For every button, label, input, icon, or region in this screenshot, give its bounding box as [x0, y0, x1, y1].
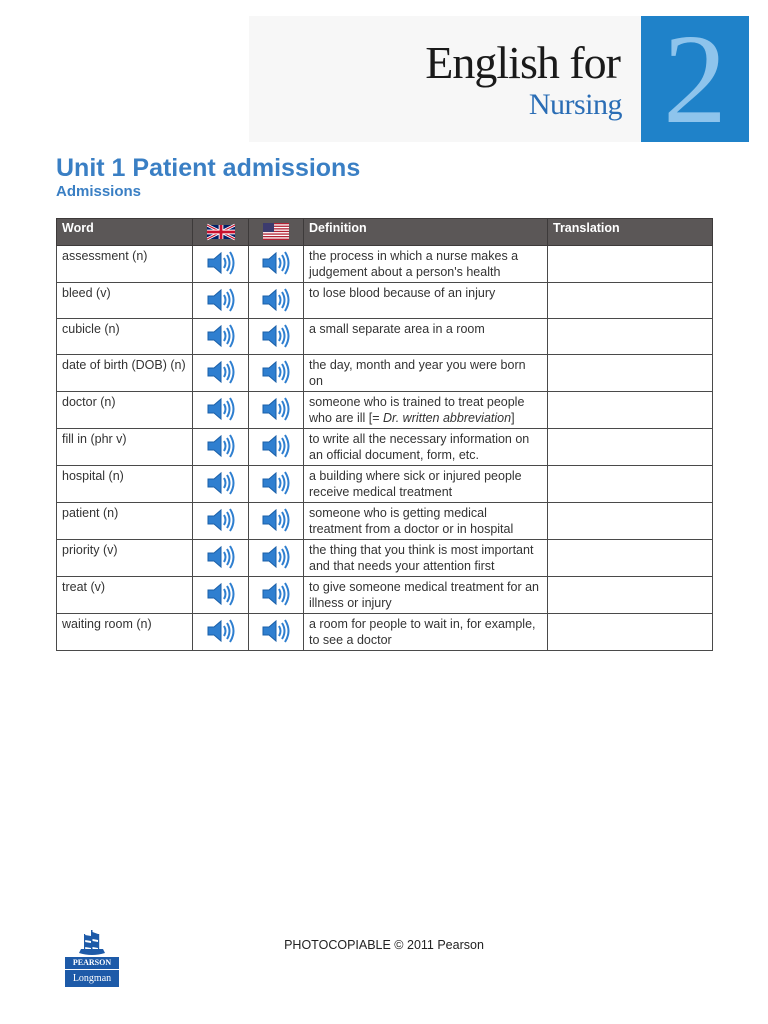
us-speaker-icon[interactable] — [261, 580, 291, 612]
word-cell: assessment (n) — [57, 246, 193, 283]
translation-cell[interactable] — [548, 319, 713, 355]
uk-speaker-icon[interactable] — [206, 286, 236, 318]
uk-speaker-icon[interactable] — [206, 506, 236, 538]
logo-pearson-text: PEARSON — [65, 957, 119, 969]
translation-cell[interactable] — [548, 355, 713, 392]
pearson-longman-logo — [65, 927, 119, 988]
us-speaker-icon[interactable] — [261, 543, 291, 575]
word-cell: cubicle (n) — [57, 319, 193, 355]
uk-speaker-icon[interactable] — [206, 543, 236, 575]
us-speaker-icon[interactable] — [261, 358, 291, 390]
word-column-header: Word — [57, 219, 193, 246]
word-cell: priority (v) — [57, 540, 193, 577]
uk-audio-cell — [193, 429, 249, 466]
us-audio-cell — [249, 246, 304, 283]
definition-column-header: Definition — [304, 219, 548, 246]
translation-cell[interactable] — [548, 503, 713, 540]
uk-audio-cell — [193, 614, 249, 651]
level-badge: 2 — [641, 16, 749, 142]
definition-cell: to write all the necessary information on an official document, form, etc. — [304, 429, 548, 466]
uk-speaker-icon[interactable] — [206, 617, 236, 649]
definition-cell: the thing that you think is most important and that needs your attention first — [304, 540, 548, 577]
us-audio-cell — [249, 540, 304, 577]
vocabulary-table — [56, 218, 713, 651]
table-header-row — [57, 219, 713, 246]
definition-cell: a room for people to wait in, for example, to see a doctor — [304, 614, 548, 651]
definition-cell: someone who is getting medical treatment from a doctor or in hospital — [304, 503, 548, 540]
definition-abbreviation: Dr. written abbreviation — [383, 411, 512, 425]
uk-speaker-icon[interactable] — [206, 469, 236, 501]
uk-audio-cell — [193, 392, 249, 429]
word-cell: date of birth (DOB) (n) — [57, 355, 193, 392]
uk-column-header — [193, 219, 249, 246]
uk-audio-cell — [193, 246, 249, 283]
logo-longman-text: Longman — [65, 970, 119, 987]
book-title: English for — [425, 37, 620, 88]
us-flag-icon — [263, 223, 289, 240]
table-row — [57, 614, 713, 651]
us-speaker-icon[interactable] — [261, 432, 291, 464]
word-cell: bleed (v) — [57, 283, 193, 319]
uk-audio-cell — [193, 466, 249, 503]
us-speaker-icon[interactable] — [261, 322, 291, 354]
uk-speaker-icon[interactable] — [206, 395, 236, 427]
definition-cell: to give someone medical treatment for an illness or injury — [304, 577, 548, 614]
uk-audio-cell — [193, 319, 249, 355]
footer-copyright: PHOTOCOPIABLE © 2011 Pearson — [284, 938, 484, 952]
uk-speaker-icon[interactable] — [206, 249, 236, 281]
us-speaker-icon[interactable] — [261, 286, 291, 318]
uk-flag-icon — [207, 223, 235, 241]
uk-audio-cell — [193, 355, 249, 392]
us-audio-cell — [249, 392, 304, 429]
uk-speaker-icon[interactable] — [206, 322, 236, 354]
us-audio-cell — [249, 466, 304, 503]
table-row — [57, 319, 713, 355]
us-speaker-icon[interactable] — [261, 395, 291, 427]
uk-speaker-icon[interactable] — [206, 580, 236, 612]
word-cell: treat (v) — [57, 577, 193, 614]
definition-text: someone who is trained to treat people who are ill [= — [309, 395, 525, 425]
table-row — [57, 466, 713, 503]
translation-column-header: Translation — [548, 219, 713, 246]
uk-audio-cell — [193, 503, 249, 540]
definition-end: ] — [511, 411, 515, 425]
uk-audio-cell — [193, 283, 249, 319]
definition-cell: the day, month and year you were born on — [304, 355, 548, 392]
word-cell: waiting room (n) — [57, 614, 193, 651]
translation-cell[interactable] — [548, 392, 713, 429]
section-title: Admissions — [56, 183, 142, 200]
definition-cell: a small separate area in a room — [304, 319, 548, 355]
translation-cell[interactable] — [548, 429, 713, 466]
us-audio-cell — [249, 355, 304, 392]
translation-cell[interactable] — [548, 577, 713, 614]
table-row — [57, 577, 713, 614]
translation-cell[interactable] — [548, 540, 713, 577]
definition-cell: a building where sick or injured people receive medical treatment — [304, 466, 548, 503]
translation-cell[interactable] — [548, 614, 713, 651]
translation-cell[interactable] — [548, 246, 713, 283]
us-speaker-icon[interactable] — [261, 506, 291, 538]
us-audio-cell — [249, 429, 304, 466]
translation-cell[interactable] — [548, 283, 713, 319]
table-row — [57, 540, 713, 577]
word-cell: fill in (phr v) — [57, 429, 193, 466]
us-speaker-icon[interactable] — [261, 617, 291, 649]
us-audio-cell — [249, 319, 304, 355]
uk-speaker-icon[interactable] — [206, 358, 236, 390]
table-row — [57, 246, 713, 283]
us-speaker-icon[interactable] — [261, 249, 291, 281]
translation-cell[interactable] — [548, 466, 713, 503]
word-cell: doctor (n) — [57, 392, 193, 429]
us-column-header — [249, 219, 304, 246]
us-audio-cell — [249, 614, 304, 651]
definition-cell: the process in which a nurse makes a judgement about a person's health — [304, 246, 548, 283]
word-cell: hospital (n) — [57, 466, 193, 503]
us-audio-cell — [249, 503, 304, 540]
us-audio-cell — [249, 577, 304, 614]
table-row — [57, 392, 713, 429]
table-row — [57, 355, 713, 392]
us-speaker-icon[interactable] — [261, 469, 291, 501]
word-cell: patient (n) — [57, 503, 193, 540]
uk-audio-cell — [193, 540, 249, 577]
table-row — [57, 283, 713, 319]
table-row — [57, 503, 713, 540]
uk-audio-cell — [193, 577, 249, 614]
uk-speaker-icon[interactable] — [206, 432, 236, 464]
table-row — [57, 429, 713, 466]
definition-cell — [304, 392, 548, 429]
unit-title: Unit 1 Patient admissions — [56, 154, 361, 182]
definition-cell: to lose blood because of an injury — [304, 283, 548, 319]
us-audio-cell — [249, 283, 304, 319]
book-subtitle: Nursing — [528, 88, 622, 121]
